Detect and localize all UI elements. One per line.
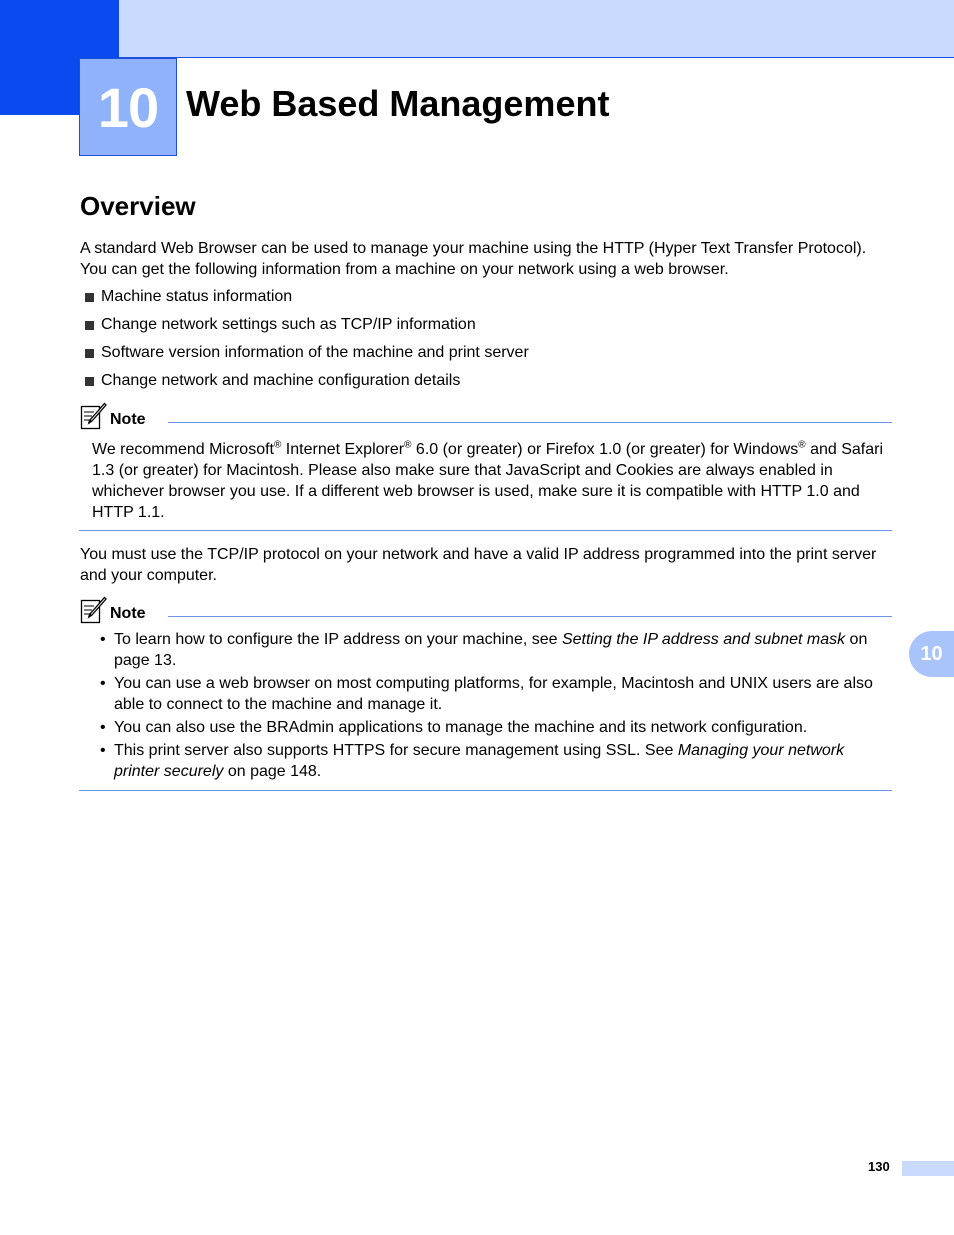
- footer-bar: [902, 1161, 954, 1176]
- chapter-side-tab: 10: [909, 631, 954, 677]
- note-label: Note: [110, 605, 146, 622]
- list-item: Software version information of the machine and print server: [85, 343, 529, 371]
- chapter-title: Web Based Management: [186, 83, 610, 124]
- header-band: [0, 0, 954, 58]
- square-bullet-icon: [85, 321, 94, 330]
- note-end-rule: [79, 530, 892, 531]
- chapter-number: 10: [97, 75, 159, 139]
- note-rule: [168, 422, 892, 423]
- intro-paragraph: A standard Web Browser can be used to manage your machine using the HTTP (Hyper Text Transfer Protocol). You can get the following information from a machine on your network using a web browser.: [80, 240, 867, 278]
- note-header: [80, 596, 892, 626]
- note-header: [80, 402, 892, 432]
- square-bullet-icon: [85, 349, 94, 358]
- note-pencil-icon: [80, 596, 107, 624]
- chapter-number-box: [79, 58, 177, 156]
- tcpip-paragraph: You must use the TCP/IP protocol on your network and have a valid IP address programmed into the print server and your computer.: [80, 546, 877, 584]
- section-title: Overview: [80, 191, 196, 221]
- list-item: Change network settings such as TCP/IP information: [85, 315, 529, 343]
- list-item: • This print server also supports HTTPS for secure management using SSL. See Managing your network printer securely on page 148.: [98, 740, 892, 782]
- note-label: Note: [110, 411, 146, 428]
- note-pencil-icon: [80, 402, 107, 430]
- list-item: • To learn how to configure the IP address on your machine, see Setting the IP address and subnet mask on page 13.: [98, 629, 892, 671]
- cross-reference-link[interactable]: Managing your network printer securely: [114, 742, 845, 780]
- note-end-rule: [79, 790, 892, 791]
- note-list: [98, 629, 892, 784]
- cross-reference-link[interactable]: Setting the IP address and subnet mask: [561, 631, 846, 648]
- square-bullet-icon: [85, 377, 94, 386]
- list-item: Machine status information: [85, 287, 529, 315]
- page-number: 130: [868, 1159, 890, 1174]
- list-item: • You can use a web browser on most computing platforms, for example, Macintosh and UNIX users are also able to connect to the machine and manage it.: [98, 673, 892, 715]
- square-bullet-icon: [85, 293, 94, 302]
- list-item: Change network and machine configuration details: [85, 371, 529, 399]
- info-list: [85, 287, 529, 399]
- note-rule: [168, 616, 892, 617]
- browser-note: We recommend Microsoft® Internet Explorer® 6.0 (or greater) or Firefox 1.0 (or greater) for Windows® and Safari 1.3 (or greater) for Macintosh. Please also make sure that JavaScript and Cookies are always enabled in whichever browser you use. If a different web browser is used, make sure it is compatible with HTTP 1.0 and HTTP 1.1.: [92, 439, 884, 521]
- list-item: • You can also use the BRAdmin applications to manage the machine and its network configuration.: [98, 717, 892, 738]
